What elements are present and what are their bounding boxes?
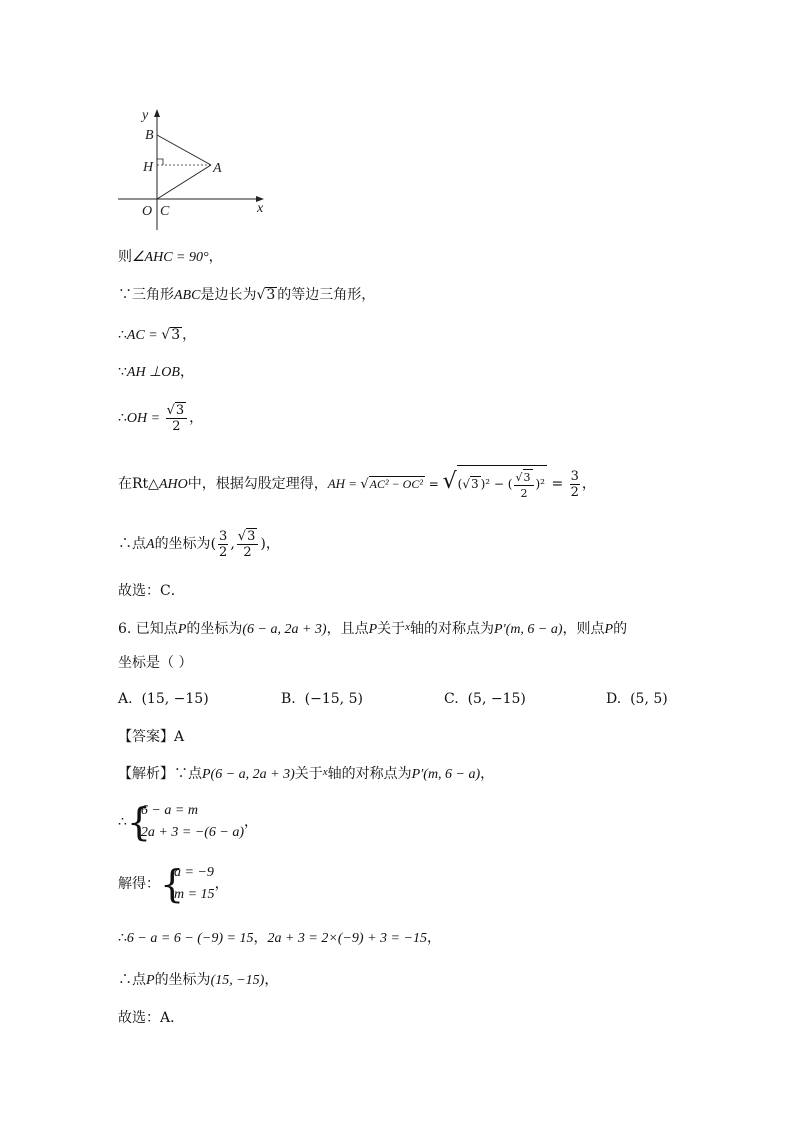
right-angle-mark: [157, 159, 163, 165]
label-y: y: [142, 108, 149, 123]
sol5-line4: ∵AH ⊥OB，: [118, 364, 194, 380]
q6-final: 故选：A．: [118, 1010, 185, 1026]
label-b: B: [145, 128, 154, 143]
q6-solve: 解得： { a = −9 m = 15 ，: [118, 862, 229, 906]
label-x: x: [257, 201, 264, 216]
q6-stem-line2: 坐标是（ ）: [118, 655, 193, 671]
sol5-line6: 在Rt△AHO中，根据勾股定理得，AH = √AC² − OC² = √(√3 )² − ( $\frac{√3}{2}$ )² = $\frac{3}{2}$ ，: [118, 462, 596, 505]
q6-result: ∴点P的坐标为(15, −15)，: [118, 972, 279, 988]
segment-ca: [157, 165, 211, 199]
q6-calc: ∴6 − a = 6 − (−9) = 15，2a + 3 = 2×(−9) + 3 = −15，: [118, 930, 441, 946]
sol5-final: 故选：C．: [118, 583, 185, 599]
q6-stem-line1: 6. 已知点P的坐标为(6 − a, 2a + 3)，且点P关于$^x$轴的对称点为P′(m, 6 − a)，则点P的: [118, 621, 628, 637]
fraction: $\frac{√3}{2}$: [237, 528, 259, 560]
sol5-line7: ∴点A的坐标为( $\frac{3}{2}$ , $\frac{√3}{2}$ )，: [118, 528, 280, 560]
q6-analysis: 【解析】∵点P(6 − a, 2a + 3)关于$^x$轴的对称点为P′(m, 6 − a)，: [118, 766, 495, 782]
solution-system: { a = −9 m = 15: [160, 862, 215, 906]
label-a: A: [213, 161, 222, 176]
q6-system: ∴ { 6 − a = m 2a + 3 = −(6 − a) ，: [118, 800, 259, 844]
fraction: $\frac{√3}{2}$: [166, 402, 188, 434]
sol5-line1: 则∠AHC = 90°，: [118, 249, 223, 265]
segment-ba: [157, 135, 211, 165]
option-b: B. (−15, 5): [281, 691, 363, 707]
option-d: D. (5, 5): [606, 691, 668, 707]
label-o: O: [142, 204, 153, 219]
label-h: H: [143, 160, 154, 175]
fraction: $\frac{3}{2}$: [570, 468, 579, 500]
sol5-line5: ∴OH = $\frac{√3}{2}$ ，: [118, 403, 204, 434]
option-c: C. (5, −15): [444, 691, 526, 707]
y-axis-arrow: [154, 109, 160, 117]
label-c: C: [160, 204, 170, 219]
fraction: $\frac{3}{2}$: [219, 528, 228, 560]
option-a: A. (15, −15): [118, 691, 209, 707]
nested-radical: (√3 )² − ( $\frac{√3}{2}$ )²: [457, 465, 547, 502]
q6-answer: 【答案】A: [118, 729, 185, 745]
sol5-line3: ∴AC = √3 ，: [118, 327, 197, 343]
equation-system: { 6 − a = m 2a + 3 = −(6 − a): [126, 800, 245, 844]
sol5-line2: ∵三角形ABC是边长为√3 的等边三角形，: [118, 287, 376, 303]
